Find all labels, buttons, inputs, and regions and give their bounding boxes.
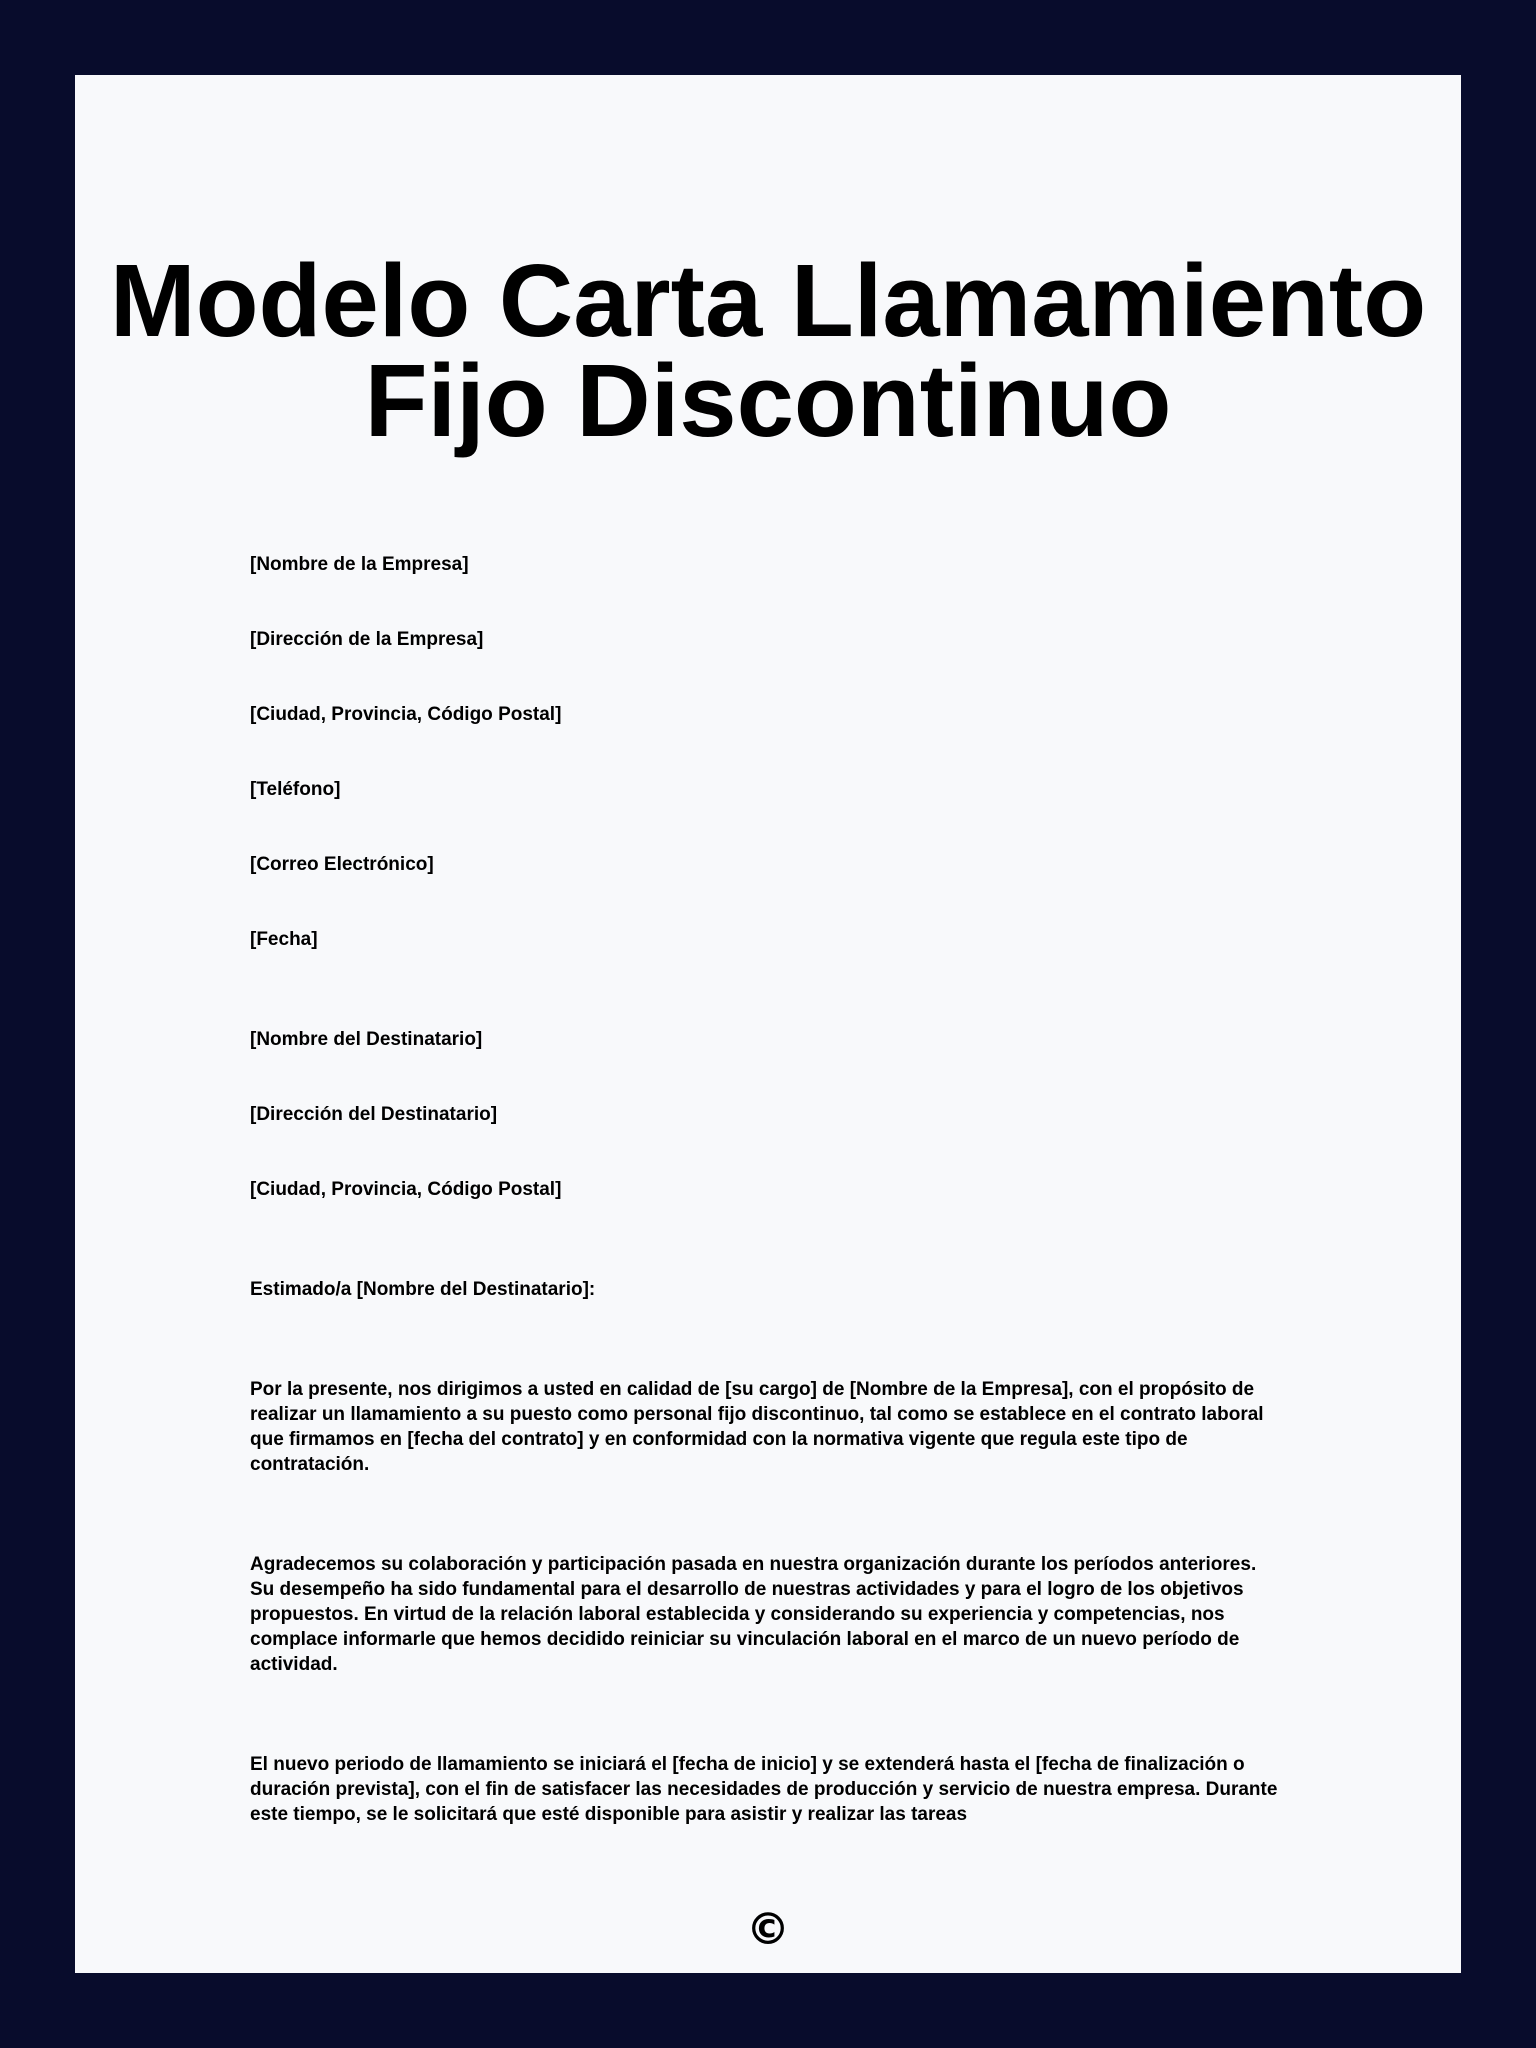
recipient-city-province-zip: [Ciudad, Provincia, Código Postal]: [250, 1179, 562, 1200]
document-title: [75, 243, 1461, 458]
document-page: [75, 75, 1461, 1973]
sender-city-province-zip: [Ciudad, Provincia, Código Postal]: [250, 704, 562, 725]
letter-date: [Fecha]: [250, 929, 318, 950]
sender-phone: [Teléfono]: [250, 779, 341, 800]
paragraph-3: El nuevo periodo de llamamiento se iniciará el [fecha de inicio] y se extenderá hasta el [fecha de finalización o duración prevista], con el fin de satisfacer las necesidades de producción y servicio de nuestra empresa. Durante este tiempo, se le solicitará que esté disponible para asistir y realizar las tareas: [250, 1754, 1278, 1825]
copyright-icon: ©: [746, 1904, 790, 1955]
paragraph-1: Por la presente, nos dirigimos a usted en calidad de [su cargo] de [Nombre de la Empresa], con el propósito de realizar un llamamiento a su puesto como personal fijo discontinuo, tal como se establece en el contrato laboral que firmamos en [fecha del contrato] y en conformidad con la normativa vigente que regula este tipo de contratación.: [250, 1379, 1264, 1475]
recipient-name: [Nombre del Destinatario]: [250, 1029, 483, 1050]
sender-email: [Correo Electrónico]: [250, 854, 434, 875]
paragraph-2: Agradecemos su colaboración y participación pasada en nuestra organización durante los períodos anteriores. Su desempeño ha sido fundamental para el desarrollo de nuestras actividades y para el logro de los objetivos propuestos. En virtud de la relación laboral establecida y considerando su experiencia y competencias, nos complace informarle que hemos decidido reiniciar su vinculación laboral en el marco de un nuevo período de actividad.: [250, 1554, 1257, 1675]
recipient-address: [Dirección del Destinatario]: [250, 1104, 498, 1125]
sender-company-address: [Dirección de la Empresa]: [250, 629, 484, 650]
title-line-1: Modelo Carta Llamamiento: [109, 243, 1427, 358]
sender-company-name: [Nombre de la Empresa]: [250, 554, 469, 575]
title-line-2: Fijo Discontinuo: [364, 343, 1172, 458]
salutation: Estimado/a [Nombre del Destinatario]:: [250, 1279, 596, 1300]
